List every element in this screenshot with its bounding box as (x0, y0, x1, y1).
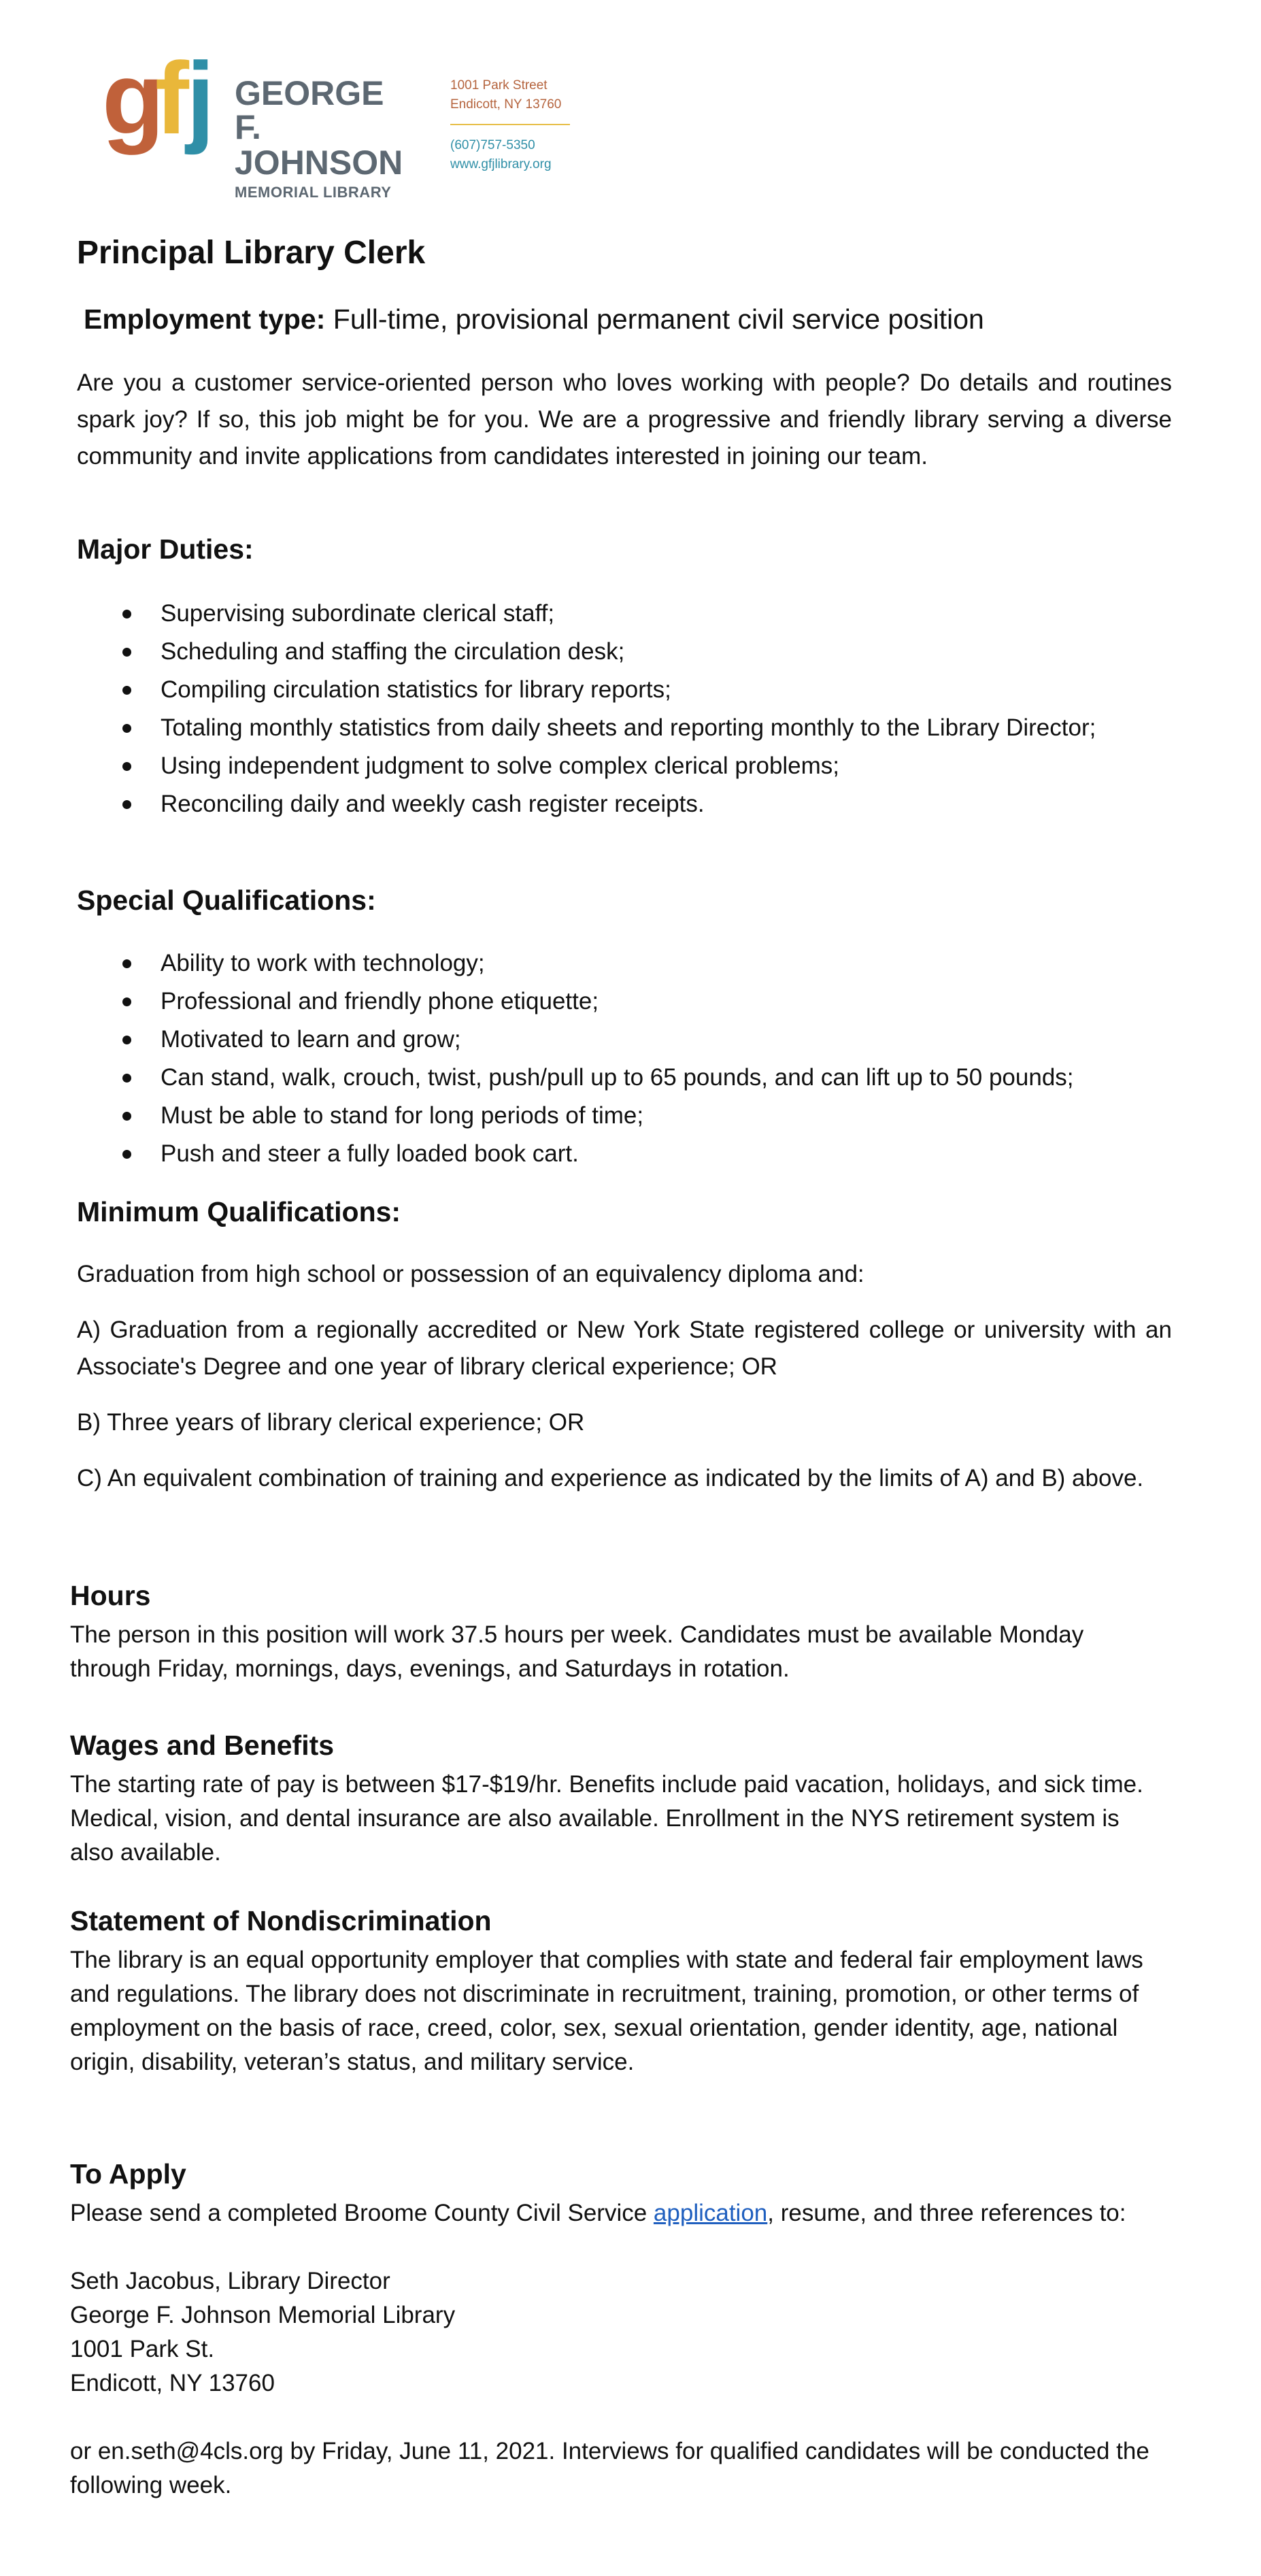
list-item-text: Must be able to stand for long periods of time; (161, 1102, 644, 1129)
library-logo (102, 53, 403, 201)
list-item-text: Totaling monthly statistics from daily sheets and reporting monthly to the Library Director; (161, 714, 1096, 741)
bullet-icon (122, 1112, 131, 1121)
list-item (161, 944, 1172, 982)
address-line: George F. Johnson Memorial Library (70, 2302, 456, 2328)
nondiscrimination-text: The library is an equal opportunity employer that complies with state and federal fair employment laws and regulations. The library does not discriminate in recruitment, training, promotion, or other terms of employment on the basis of race, creed, color, sex, sexual orientation, gender identity, age, national origin, disability, veteran’s status, and military service. (70, 1947, 1143, 2075)
apply-text-before: Please send a completed Broome County Civil Service (70, 2200, 654, 2226)
address-line2: Endicott, NY 13760 (450, 97, 562, 112)
logo-name-line1: GEORGE F. (235, 74, 384, 146)
list-item-text: Push and steer a fully loaded book cart. (161, 1140, 579, 1167)
bullet-icon (122, 1074, 131, 1083)
wages-text: The starting rate of pay is between $17-$19/hr. Benefits include paid vacation, holidays, and sick time. Medical, vision, and dental insurance are also available. Enrollment in the NYS retirement system is also available. (70, 1771, 1143, 1866)
bullet-icon (122, 959, 131, 968)
minimum-qualifications-intro: Graduation from high school or possession of an equivalency diploma and: (77, 1261, 864, 1287)
hours-heading: Hours (70, 1580, 151, 1611)
contact-divider (450, 124, 570, 125)
qualification-option-a: A) Graduation from a regionally accredited or New York State registered college or university with an Associate's Degree and one year of library clerical experience; OR (77, 1317, 1172, 1380)
major-duties-heading: Major Duties: (77, 533, 254, 565)
list-item (161, 1059, 1172, 1097)
bullet-icon (122, 1036, 131, 1044)
logo-letter-f: f (155, 53, 189, 155)
list-item-text: Compiling circulation statistics for library reports; (161, 676, 671, 703)
application-link[interactable]: application (653, 2200, 768, 2226)
list-item-text: Using independent judgment to solve complex clerical problems; (161, 753, 840, 779)
list-item (161, 671, 1172, 709)
list-item (161, 633, 1172, 671)
bullet-icon (122, 800, 131, 809)
bullet-icon (122, 1150, 131, 1159)
intro-paragraph: Are you a customer service-oriented person who loves working with people? Do details and routines spark joy? If so, this job might be for you. We are a progressive and friendly library serving a diverse community and invite applications from candidates interested in joining our team. (77, 369, 1172, 469)
list-item (161, 1021, 1172, 1059)
nondiscrimination-heading: Statement of Nondiscrimination (70, 1905, 492, 1936)
wages-heading: Wages and Benefits (70, 1730, 335, 1761)
special-qualifications-list (161, 944, 1172, 1173)
list-item-text: Professional and friendly phone etiquette; (161, 988, 599, 1014)
list-item (161, 747, 1172, 785)
page-title: Principal Library Clerk (77, 235, 426, 271)
qualification-option-c: C) An equivalent combination of training and experience as indicated by the limits of A) and B) above. (77, 1465, 1144, 1491)
gfj-logo-mark (102, 53, 231, 176)
logo-letter-g: g (102, 53, 165, 155)
bullet-icon (122, 648, 131, 657)
bullet-icon (122, 724, 131, 733)
list-item (161, 595, 1172, 633)
logo-letter-j: j (186, 53, 215, 155)
major-duties-list (161, 595, 1172, 823)
employment-type-label: Employment type: (84, 303, 326, 335)
bullet-icon (122, 762, 131, 771)
bullet-icon (122, 997, 131, 1006)
address-line: Endicott, NY 13760 (70, 2370, 275, 2396)
apply-instructions (70, 2196, 1179, 2230)
address-line1: 1001 Park Street (450, 78, 548, 93)
list-item (161, 1097, 1172, 1135)
special-qualifications-heading: Special Qualifications: (77, 885, 376, 916)
phone-number: (607)757-5350 (450, 138, 535, 152)
list-item-text: Ability to work with technology; (161, 950, 485, 976)
minimum-qualifications-heading: Minimum Qualifications: (77, 1196, 401, 1227)
address-line: Seth Jacobus, Library Director (70, 2268, 390, 2294)
list-item (161, 785, 1172, 823)
apply-text-after: , resume, and three references to: (767, 2200, 1126, 2226)
list-item-text: Reconciling daily and weekly cash register receipts. (161, 791, 705, 817)
list-item-text: Supervising subordinate clerical staff; (161, 600, 555, 627)
employment-type-value: Full-time, provisional permanent civil service position (325, 303, 984, 335)
list-item (161, 709, 1172, 747)
list-item (161, 1135, 1172, 1173)
logo-name-line3: MEMORIAL LIBRARY (235, 184, 392, 201)
mailing-address (70, 2264, 1151, 2400)
apply-heading: To Apply (70, 2158, 186, 2190)
list-item-text: Motivated to learn and grow; (161, 1026, 461, 1053)
logo-wordmark (235, 76, 403, 200)
apply-closing: or en.seth@4cls.org by Friday, June 11, 2021. Interviews for qualified candidates will be conducted the following week. (70, 2438, 1149, 2498)
list-item (161, 982, 1172, 1021)
letterhead-contact (450, 76, 570, 174)
list-item-text: Scheduling and staffing the circulation desk; (161, 638, 625, 665)
bullet-icon (122, 686, 131, 695)
website-url: www.gfjlibrary.org (450, 157, 552, 171)
bullet-icon (122, 610, 131, 618)
logo-name-line2: JOHNSON (235, 144, 403, 182)
employment-type (84, 303, 984, 335)
qualification-option-b: B) Three years of library clerical experience; OR (77, 1409, 585, 1436)
address-line: 1001 Park St. (70, 2336, 215, 2362)
list-item-text: Can stand, walk, crouch, twist, push/pull up to 65 pounds, and can lift up to 50 pounds; (161, 1064, 1074, 1091)
hours-text: The person in this position will work 37.5 hours per week. Candidates must be available Monday through Friday, mornings, days, evenings, and Saturdays in rotation. (70, 1621, 1084, 1682)
